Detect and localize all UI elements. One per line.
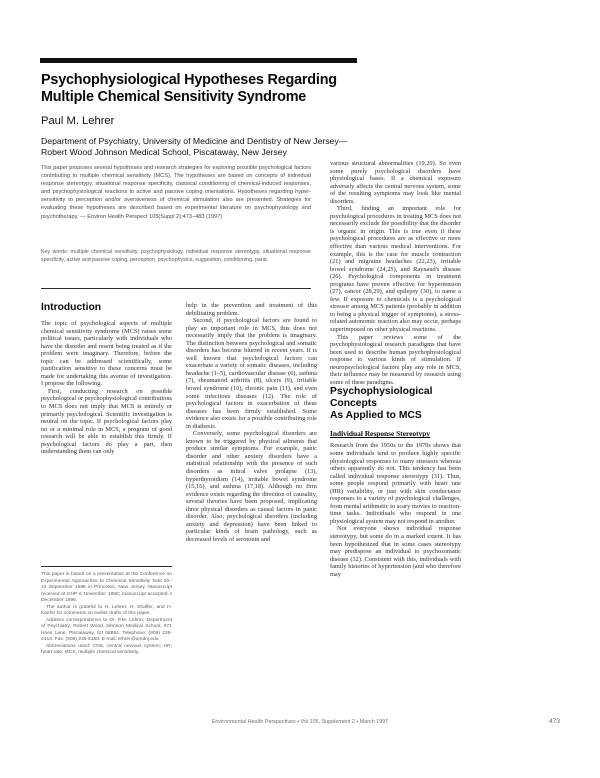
body-column-3 [330, 160, 461, 708]
footnote-paragraph: The author is grateful to H. Lehrer, H. Shaffer, and H. Kaehn for comments on earlier drafts of this paper. [41, 604, 172, 616]
header-rule [40, 58, 357, 63]
title-line-1: Psychophysiological Hypotheses Regarding [41, 72, 337, 88]
body-column-1 [41, 302, 172, 560]
article-header [41, 72, 359, 168]
author-affiliation: Department of Psychiatry, University of Medicine and Dentistry of New Jersey—Robert Wood Johnson Medical School, Piscataway, New Jersey [41, 136, 348, 158]
page-footer [40, 719, 560, 725]
footer-page-number: 473 [548, 718, 560, 725]
paragraph: Research from the 1950s to the 1970s shows that some individuals tend to produce highly specific physiological responses to many stressors whereas others apparently do not. This tendency has been called individual response stereotypy (31). Thus, some people respond primarily with heart rate (HR) variability, or just with skin conductance responses to a variety of psychological challenges, from mental arithmetic to scary movies to reaction-time tasks. Individuals who respond in one physiological system may not respond in another. [330, 442, 461, 525]
paragraph: The topic of psychological aspects of multiple chemical sensitivity syndrome (MCS) raises some political issues, particularly with individuals who have the disorder and resent being treated as if the problem were imaginary. Therefore, before the topic can be addressed scientifically, some justification sensitive to these concerns must be made for undertaking this avenue of investigation. I propose the following. [41, 320, 172, 388]
paragraph: This paper reviews some of the psychophysiological research paradigms that have been used to describe human psychophysiological response to various kinds of stimulation. If neuropsychological factors play any role in MCS, their influence may be measured by research using some of these paradigms. [330, 333, 461, 386]
paragraph: Third, finding an important role for psychological procedures in treating MCS does not necessarily exclude the possibility that the disorder is organic in origin. This is true even if these psychological procedures are as effective or more effective than various medical interventions. For example, this is the case for muscle contraction (21) and migraine headaches (22,23), irritable bowel syndrome (24,25), and Raynaud's disease (26). Psychological components in treatment programs have proven effective for hypertension (27), cancer (28,29), and epilepsy (30), to name a few. If exposure to chemicals is a psychological stressor among MCS patients (probably in addition to being a physical trigger of symptoms), a stress-related autonomic reaction also may occur, perhaps superimposed on other physical reactions. [330, 205, 461, 334]
body-column-2 [186, 302, 317, 710]
abstract-divider [41, 288, 311, 289]
paragraph: Conversely, some psychological disorders are known to be triggered by physical ailments that produce similar symptoms. For example, panic disorder and other anxiety disorders have a statistical relationship with the presence of such disorders as mitral valve prolapse (13), hyperthyroidism (14), irritable bowel syndrome (15,16), and asthma (17,18). Although no firm evidence exists regarding the direction of causality, several theories have been proposed, implicating three physical disorders as causal factors in panic disorder. Also, psychological disorders (including anxiety and depression) have been linked to particular kinds of brain pathology, such as decreased levels of serotonin and [186, 430, 317, 543]
paragraph: various structural abnormalities (19,20). So even some purely psychological disorders have physiological bases. If a chemical exposure adversely affects the central nervous system, some of the resulting symptoms may look like mental disorders. [330, 160, 461, 205]
individual-response-stereotypy-heading: Individual Response Stereotypy [330, 429, 431, 439]
title-line-2: Multiple Chemical Sensitivity Syndrome [41, 89, 307, 105]
paragraph: Second, if psychological factors are found to play an important role in MCS, this does not necessarily imply that the problem is imaginary. The distinction between psychological and somatic disorders has become blurred in recent years. It is well known that psychological factors can exacerbate a variety of somatic diseases, including headache (1–5), cardiovascular disease (6), asthma (7), rheumatoid arthritis (8), ulcers (9), irritable bowel syndrome (10), chronic pain (11), and even some infectious diseases (12). The role of psychological factors in exacerbation of these diseases has been firmly established. Some evidence also exists for a possible contributing role in diathesis. [186, 317, 317, 430]
introduction-heading: Introduction [41, 302, 102, 313]
footnote-divider [41, 566, 172, 567]
author-name: Paul M. Lehrer [41, 115, 115, 127]
footnote-block [41, 572, 172, 657]
abstract-text: This paper proposes several hypotheses and research strategies for exploring possible psychological factors contributing to multiple chemical sensitivity (MCS). The hypotheses are based on concepts of individual response stereotypy, situational response specificity, classical conditioning of chemical-induced responses, and psychophysiological reactions to active and passive coping orientations. Hypotheses regarding hyper-sensitivity to perception and/or aversiveness of chemical stimulation also are presented. Strategies for evaluating these hypotheses are described based on experimental literature on psychophysiology and psychotherapy. — Environ Health Perspect 105(Suppl 2):473–483 (1997) [41, 165, 311, 220]
footnote-paragraph: Abbreviations used: CNS, central nervous system; HR, heart rate; MCS, multiple chemical sensitivity. [41, 643, 172, 655]
footnote-paragraph: Address correspondence to Dr. P.M. Lehrer, Department of Psychiatry, Robert Wood Johnson Medical School, 671 Hoes Lane, Piscataway, NJ 08854. Telephone: (908) 235-4413. Fax: (908) 235-5158. E-mail: lehrer@umdnj.edu [41, 617, 172, 642]
footer-citation: Environmental Health Perspectives • Vol 105, Supplement 2 • March 1997 [211, 719, 389, 725]
paragraph: Not everyone shows individual response stereotypy, but some do in a marked extent. It has been hypothesized that in some cases stereotypy may predispose an individual to psychosomatic disease (32). Consistent with this, individuals with family histories of hypertension (and who therefore may [330, 525, 461, 578]
paragraph: help in the prevention and treatment of this debilitating problem. [186, 302, 317, 317]
footnote-paragraph: This paper is based on a presentation at the Conference on Experimental Approaches to Chemical Sensitivity held 20–22 September 1996 in Princeton, New Jersey. Manuscript received at EHP 6 November 1996; manuscript accepted 4 December 1996. [41, 572, 172, 603]
page-title [41, 72, 359, 106]
heading-line-1: Psychophysiological Concepts [330, 386, 433, 410]
keywords-text: Key words: multiple chemical sensitivity, psychophysiology, individual response stereotypy, situational response specificity, active and passive coping, perception, psychophysics, suggestion, conditioning, panic [41, 249, 311, 263]
heading-line-2: As Applied to MCS [330, 410, 422, 422]
paragraph: First, conducting research on possible psychological or psychophysiological contributions to MCS does not imply that MCS is entirely or primarily psychological. Scientific investigation is neutral on the topic. If psychological factors play no or a minimal role in MCS, a program of good research will be able to establish this firmly. If psychological factors do play a part, then understanding them can only [41, 387, 172, 456]
psychophysiological-concepts-heading [330, 386, 461, 422]
